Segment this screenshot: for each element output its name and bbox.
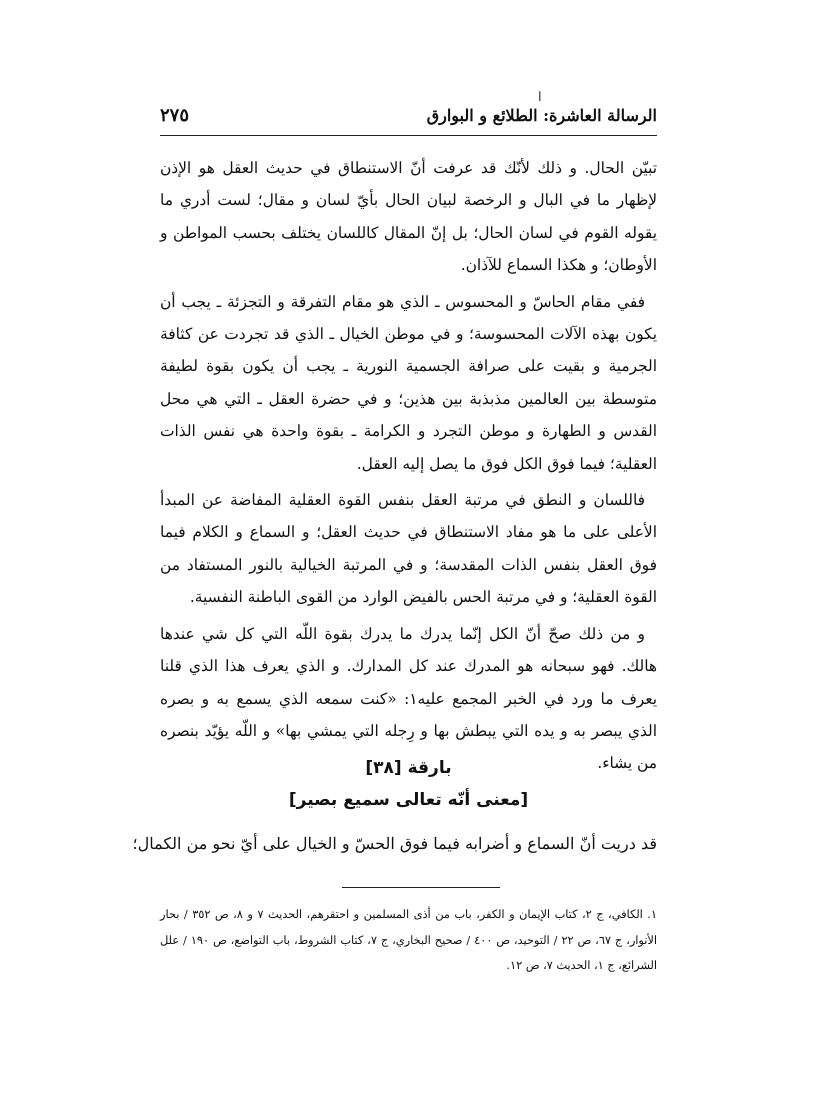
running-title: الرسالة العاشرة: الطلائع و البوارق (426, 106, 657, 125)
running-header (160, 104, 657, 134)
section-subheading: [معنى أنّه تعالى سميع بصير] (288, 790, 529, 810)
page-mark: ا (538, 90, 542, 105)
section-heading: بارقة [٣٨] (365, 758, 452, 778)
paragraph: ففي مقام الحاسّ و المحسوس ـ الذي هو مقام التفرقة و التجزئة ـ يجب أن يكون بهذه الآلات المحسوسة؛ و في موطن الخيال ـ الذي قد تجردت عن كثافة الجرمية و بقيت على صرافة الجسمية النورية ـ يجب أن يكون بقوة لطيفة متوسطة بين العالمين مذبذبة بين هذين؛ و في حضرة العقل ـ التي هي محل القدس و الطهارة و موطن التجرد و الكرامة ـ بقوة واحدة هي نفس الذات العقلية؛ فيما فوق الكل فوق ما يصل إليه العقل. (160, 292, 657, 473)
footnote (160, 902, 657, 979)
footnote-text: ١. الكافي، ج ٢، كتاب الإيمان و الكفر، باب من أذى المسلمين و احتقرهم، الحديث ٧ و ٨، ص ٣٥٢ / بحار الأنوار، ج ٦٧، ص ٢٢ / التوحيد، ص ٤٠٠ / صحيح البخاري، ج ٧، كتاب الشروط، باب التواضع، ص ١٩٠ / علل الشرائع، ج ١، الحديث ٧، ص ١٢. (160, 908, 657, 972)
section-first-line: قد دريت أنّ السماع و أضرابه فيما فوق الحسّ و الخيال على أيّ نحو من الكمال؛ (132, 834, 657, 853)
footnote-rule (342, 887, 500, 888)
paragraph: و من ذلك صحّ أنّ الكل إنّما يدرك ما يدرك بقوة اللّه التي كل شي عندها هالك. فهو سبحانه هو المدرك عند كل المدارك. و الذي يعرف هذا الذي قلنا يعرف ما ورد في الخبر المجمع عليه١: «كنت سمعه الذي يسمع به و بصره الذي يبصر به و يده التي يبطش بها و رِجله التي يمشي بها» و اللّه يؤيّد بنصره من يشاء. (160, 624, 657, 773)
body-text (160, 152, 657, 784)
paragraph: فاللسان و النطق في مرتبة العقل بنفس القوة العقلية المفاضة عن المبدأ الأعلى على ما هو مفاد الاستنطاق في حديث العقل؛ و السماع و الكلام فيما فوق العقل بنفس الذات المقدسة؛ و في المرتبة الخيالية بالنور المستفاد من القوة العقلية؛ و في مرتبة الحس بالفيض الوارد من القوى الباطنة النفسية. (160, 491, 657, 607)
paragraph: تبيّن الحال. و ذلك لأنّك قد عرفت أنّ الاستنطاق في حديث العقل هو الإذن لإظهار ما في البال و الرخصة لبيان الحال بأيّ لسان و مقال؛ لست أدري ما يقوله القوم في لسان الحال؛ بل إنّ المقال كاللسان يختلف بحسب المواطن و الأوطان؛ و هكذا السماع للآذان. (160, 159, 657, 275)
header-rule (160, 135, 657, 136)
page-number: ٢٧٥ (160, 105, 190, 126)
